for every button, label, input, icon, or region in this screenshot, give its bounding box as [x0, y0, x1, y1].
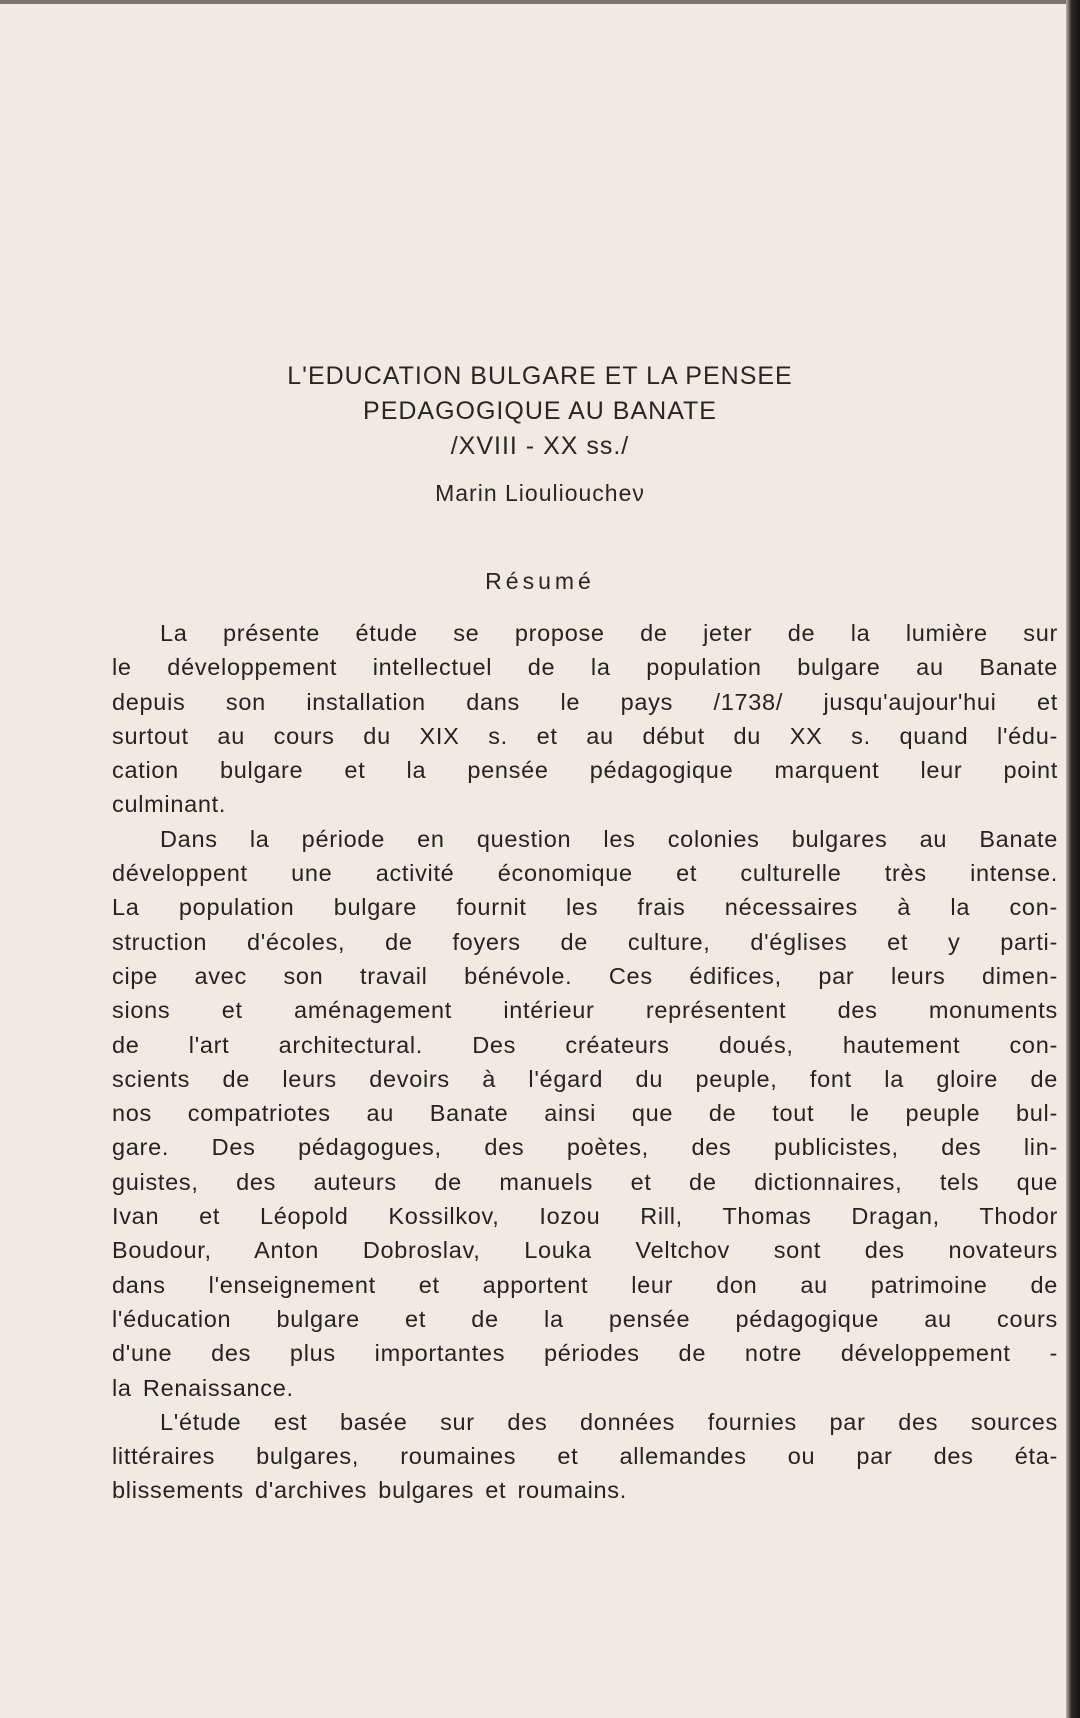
text-line: cation bulgare et la pensée pédagogique marquent leur point	[112, 757, 1058, 784]
title-line-3: /XVIII - XX ss./	[450, 432, 630, 460]
title-line-2: PEDAGOGIQUE AU BANATE	[363, 397, 717, 425]
text-line: La population bulgare fournit les frais nécessaires à la con-	[112, 894, 1058, 921]
text-line: Boudour, Anton Dobroslav, Louka Veltchov sont des novateurs	[112, 1237, 1058, 1264]
text-line: depuis son installation dans le pays /1738/ jusqu'aujour'hui et	[112, 688, 1058, 715]
text-line: littéraires bulgares, roumaines et allemandes ou par des éta-	[112, 1443, 1058, 1470]
text-line: développent une activité économique et culturelle très intense.	[112, 860, 1058, 887]
title-line-1: L'EDUCATION BULGARE ET LA PENSEE	[287, 362, 793, 390]
text-line: d'une des plus importantes périodes de notre développement -	[112, 1340, 1058, 1367]
text-line: nos compatriotes au Banate ainsi que de tout le peuple bul-	[112, 1100, 1058, 1127]
text-line: la Renaissance.	[112, 1374, 294, 1401]
page-top-edge	[0, 0, 1080, 4]
text-line: dans l'enseignement et apportent leur don au patrimoine de	[112, 1271, 1058, 1298]
text-line: l'éducation bulgare et de la pensée pédagogique au cours	[112, 1305, 1058, 1332]
page-binding-edge	[1066, 0, 1080, 1718]
text-line: Ivan et Léopold Kossilkov, Iozou Rill, Thomas Dragan, Thodor	[112, 1203, 1058, 1230]
text-line: cipe avec son travail bénévole. Ces édifices, par leurs dimen-	[112, 962, 1058, 989]
text-line: scients de leurs devoirs à l'égard du peuple, font la gloire de	[112, 1065, 1058, 1092]
abstract-body	[112, 616, 1058, 1508]
text-line: Dans la période en question les colonies bulgares au Banate	[160, 825, 1058, 852]
text-line: L'étude est basée sur des données fournies par des sources	[160, 1408, 1058, 1435]
text-line: blissements d'archives bulgares et roumains.	[112, 1477, 627, 1504]
text-line: surtout au cours du XIX s. et au début du XX s. quand l'édu-	[112, 722, 1058, 749]
text-line: culminant.	[112, 791, 227, 818]
text-line: de l'art architectural. Des créateurs doués, hautement con-	[112, 1031, 1058, 1058]
text-line: sions et aménagement intérieur représentent des monuments	[112, 997, 1058, 1024]
text-line: struction d'écoles, de foyers de culture, d'églises et y parti-	[112, 928, 1058, 955]
author-name: Marin Lioulioucheν	[435, 480, 645, 506]
text-line: gare. Des pédagogues, des poètes, des publicistes, des lin-	[112, 1134, 1058, 1161]
text-line: guistes, des auteurs de manuels et de dictionnaires, tels que	[112, 1168, 1058, 1195]
text-line: le développement intellectuel de la population bulgare au Banate	[112, 654, 1058, 681]
section-heading: Résumé	[485, 568, 595, 594]
text-line: La présente étude se propose de jeter de la lumière sur	[160, 620, 1058, 646]
